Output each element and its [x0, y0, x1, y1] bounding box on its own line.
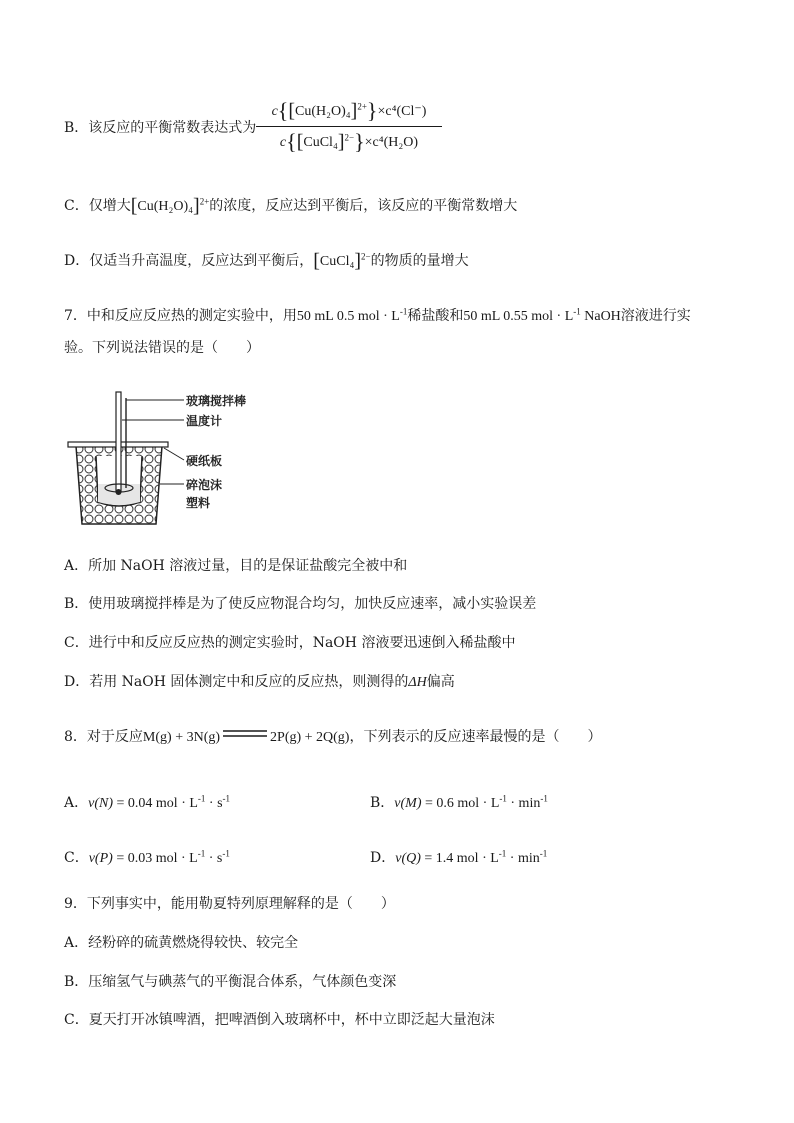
- denominator-tail: ×c⁴(H₂O): [364, 135, 419, 150]
- q8-stem: 8．对于反应M(g) + 3N(g) 2P(g) + 2Q(g)，下列表示的反应速率最慢的是（ ）: [64, 729, 602, 745]
- equilibrium-constant-fraction: [256, 96, 442, 157]
- q8-option-a: A．v(N) = 0.04 mol · $L^{-1} \cdot s^{-1}$: [64, 793, 231, 811]
- reaction-left: M(g) + 3N(g): [142, 730, 221, 745]
- label-thermometer: 温度计: [186, 414, 223, 428]
- numerator-charge: 2+: [357, 101, 367, 112]
- q9-option-b: B．压缩氢气与碘蒸气的平衡混合体系，气体颜色变深: [64, 974, 397, 990]
- label-stirrer: 玻璃搅拌棒: [186, 394, 247, 408]
- fraction-denominator: c{[CuCl₄]$^{2-}$}×c⁴(H₂O): [279, 129, 419, 154]
- q7-stem-line1: 7．中和反应反应热的测定实验中，用50 mL 0.5 mol · $L^{-1}$稀盐酸和50 mL 0.55 mol · $L^{-1}$ NaOH溶液进行实: [64, 306, 691, 324]
- q7-stem-line2: 验。下列说法错误的是（ ）: [64, 340, 260, 356]
- numerator-tail: ×c⁴(Cl⁻): [377, 104, 427, 119]
- calorimeter-figure: [64, 384, 254, 534]
- reaction-right: 2P(g) + 2Q(g): [270, 730, 350, 745]
- q6-option-b-text: B．该反应的平衡常数表达式为: [64, 120, 257, 136]
- label-cardboard: 硬纸板: [186, 454, 223, 468]
- q9-option-a: A．经粉碎的硫黄燃烧得较快、较完全: [64, 935, 299, 951]
- label-foam: 碎泡沫: [186, 478, 223, 492]
- denominator-species: CuCl₄: [303, 135, 338, 150]
- numerator-species: Cu(H₂O)₄: [295, 104, 351, 119]
- label-plastic: 塑料: [186, 496, 211, 510]
- q6-option-c: C．仅增大$[Cu(H_2O)_4]^{2+}$的浓度，反应达到平衡后，该反应的平衡常数增大: [64, 195, 518, 217]
- q9-stem: 9．下列事实中，能用勒夏特列原理解释的是（ ）: [64, 896, 395, 912]
- optc-species: Cu(H₂O)₄: [137, 199, 194, 214]
- equilibrium-equals-sign: [223, 729, 267, 739]
- q6-option-d: D．仅适当升高温度，反应达到平衡后，[CuCl₄]$^{2-}$的物质的量增大: [64, 250, 469, 272]
- q7-option-c: C．进行中和反应反应热的测定实验时，NaOH 溶液要迅速倒入稀盐酸中: [64, 635, 516, 651]
- q7-option-a: A．所加 NaOH 溶液过量，目的是保证盐酸完全被中和: [64, 558, 408, 574]
- q8-option-b: B．v(M) = 0.6 mol · $L^{-1} \cdot \min^{-1}$: [370, 793, 548, 811]
- q7-option-b: B．使用玻璃搅拌棒是为了使反应物混合均匀，加快反应速率，减小实验误差: [64, 596, 537, 612]
- q9-option-c: C．夏天打开冰镇啤酒，把啤酒倒入玻璃杯中，杯中立即泛起大量泡沫: [64, 1012, 495, 1028]
- q6-option-b: [64, 118, 256, 138]
- fraction-numerator: $c\{[Cu(H_2O)_4]^{2+}\}\times c^4(Cl^-)$: [271, 98, 427, 123]
- denominator-charge: 2−: [344, 132, 355, 143]
- q8-option-d: D．v(Q) = 1.4 mol · $L^{-1} \cdot \min^{-1}$: [370, 848, 548, 866]
- optd-species: CuCl₄: [319, 254, 355, 269]
- q8-option-c: C．v(P) = 0.03 mol · $L^{-1} \cdot s^{-1}$: [64, 848, 230, 866]
- delta-h-symbol: ΔH: [408, 675, 427, 690]
- q7-option-d: D．若用 NaOH 固体测定中和反应的反应热，则测得的ΔH偏高: [64, 674, 455, 690]
